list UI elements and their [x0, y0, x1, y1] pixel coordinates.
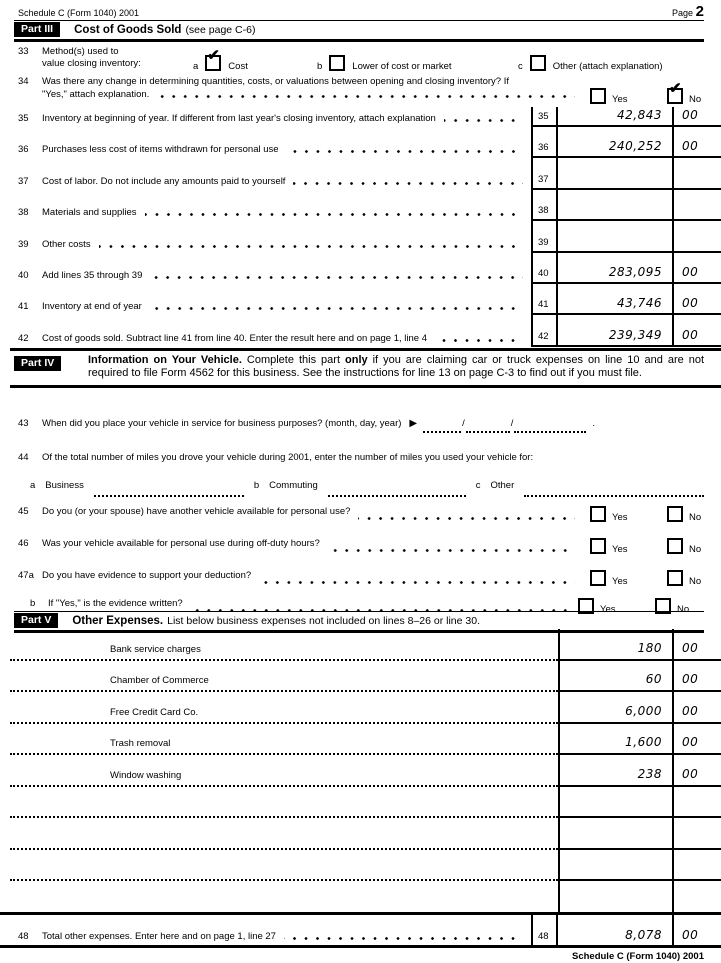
- option-cost: a ✔ Cost: [193, 47, 248, 72]
- table-row-37: 37 Cost of labor. Do not include any amounts paid to yourself 37: [18, 158, 721, 189]
- expense-row: [10, 629, 721, 661]
- expense-row: [10, 818, 721, 850]
- dot-leader: [435, 339, 523, 342]
- amount-cell[interactable]: 60: [558, 661, 672, 693]
- line-number-box: 35: [531, 107, 558, 127]
- line-47a-no: No: [667, 570, 701, 587]
- cents-cell[interactable]: 00: [672, 629, 721, 661]
- line-46: 46 Was your vehicle available for personal use during off-duty hours? Yes No: [18, 538, 702, 555]
- amount-cell[interactable]: [558, 221, 672, 252]
- amount-cell[interactable]: 42,843: [558, 107, 672, 127]
- part-iv-tag: Part IV: [14, 356, 61, 371]
- part-iii-header: [14, 20, 704, 42]
- line-43: 43 When did you place your vehicle in service for business purposes? (month, day, year) ▶ / / .: [18, 418, 704, 434]
- other-miles-field[interactable]: [524, 487, 704, 497]
- option-lower-of-cost: b Lower of cost or market: [317, 55, 452, 72]
- cents-cell[interactable]: [672, 190, 721, 221]
- yes-checkbox[interactable]: [590, 538, 606, 554]
- line-44-mileage-fields: a Business b Commuting c Other: [30, 480, 704, 497]
- dot-leader: [150, 276, 523, 279]
- dot-leader: [287, 150, 523, 153]
- expense-description[interactable]: [10, 850, 558, 882]
- cents-cell[interactable]: [672, 158, 721, 189]
- line-34-text-2: "Yes," attach explanation.: [42, 89, 583, 100]
- lower-of-cost-checkbox[interactable]: [329, 55, 345, 71]
- page-header: [18, 3, 704, 20]
- expense-row: [10, 724, 721, 756]
- cents-cell[interactable]: 00: [672, 107, 721, 127]
- line-45-yes: Yes: [590, 506, 628, 523]
- amount-cell[interactable]: [558, 881, 672, 913]
- check-icon: ✔: [207, 47, 220, 64]
- dot-leader: [444, 119, 523, 122]
- amount-cell[interactable]: 1,600: [558, 724, 672, 756]
- amount-cell[interactable]: 240,252: [558, 127, 672, 158]
- line-number-box: 40: [531, 253, 558, 284]
- line-47b: b If "Yes," is the evidence written? Yes No: [30, 598, 690, 615]
- line-34-text: Was there any change in determining quantities, costs, or valuations between opening and closing inventory? If: [42, 76, 510, 87]
- cents-cell[interactable]: [672, 818, 721, 850]
- amount-cell[interactable]: [558, 190, 672, 221]
- cents-cell[interactable]: 00: [672, 724, 721, 756]
- line-number-box: 36: [531, 127, 558, 158]
- line-47b-yes: Yes: [578, 598, 616, 615]
- dot-leader: [358, 517, 575, 520]
- line-number: 34: [18, 76, 29, 87]
- expense-description[interactable]: [10, 881, 558, 913]
- cents-cell[interactable]: 00: [672, 661, 721, 693]
- part-iv-description: Information on Your Vehicle. Complete this part only if you are claiming car or truck expenses on line 10 and are not required to file Form 4562 for this business. See the instructions for line 13 on page C-3 to find out if you must file.: [88, 354, 704, 380]
- amount-cell[interactable]: 8,078: [625, 928, 662, 942]
- dot-leader: [150, 307, 523, 310]
- amount-cell[interactable]: [558, 850, 672, 882]
- expense-row: [10, 787, 721, 819]
- line-number-box: 41: [531, 284, 558, 315]
- expense-description[interactable]: Window washing: [10, 755, 558, 787]
- amount-cell[interactable]: 239,349: [558, 315, 672, 346]
- no-checkbox[interactable]: [667, 506, 683, 522]
- line-number-box: 48: [531, 915, 558, 945]
- expense-row: [10, 692, 721, 724]
- line-47a: 47a Do you have evidence to support your deduction? Yes No: [18, 570, 702, 587]
- page-footer: Schedule C (Form 1040) 2001: [572, 951, 704, 962]
- yes-checkbox[interactable]: [590, 88, 606, 104]
- cents-cell[interactable]: 00: [672, 315, 721, 346]
- amount-cell[interactable]: 180: [558, 629, 672, 661]
- no-checkbox[interactable]: [667, 538, 683, 554]
- line-44: 44 Of the total number of miles you drove your vehicle during 2001, enter the number of miles you used your vehicle for:: [18, 452, 534, 463]
- option-other: c Other (attach explanation): [518, 55, 663, 72]
- other-expenses-table: [10, 629, 721, 913]
- expense-description[interactable]: [10, 818, 558, 850]
- line-34: [18, 76, 704, 105]
- cents-cell[interactable]: 00: [672, 127, 721, 158]
- dot-leader: [293, 182, 523, 185]
- part-iv-header: [10, 348, 721, 388]
- part-v-subtitle: List below business expenses not included on lines 8–26 or line 30.: [167, 614, 480, 627]
- cents-cell[interactable]: [672, 221, 721, 252]
- commuting-miles-field[interactable]: [328, 487, 466, 497]
- page-number: Page 2: [671, 3, 704, 20]
- business-miles-field[interactable]: [94, 487, 244, 497]
- part-v-tag: Part V: [14, 613, 58, 628]
- table-row-48: 48 Total other expenses. Enter here and on page 1, line 27 48 8,078 00: [0, 915, 721, 945]
- table-row-35: 35 Inventory at beginning of year. If different from last year's closing inventory, attach explanation 35 42,843 00: [18, 107, 721, 127]
- yes-checkbox[interactable]: [590, 570, 606, 586]
- check-icon: ✔: [669, 80, 682, 97]
- part-iii-subtitle: (see page C-6): [185, 23, 256, 36]
- amount-cell[interactable]: [558, 818, 672, 850]
- line-33: [18, 46, 704, 76]
- form-id-text: Schedule C (Form 1040) 2001: [18, 8, 140, 18]
- line-48-total: [0, 912, 721, 948]
- line-47b-no: No: [655, 598, 689, 615]
- line-number: 33: [18, 46, 29, 57]
- expense-description[interactable]: Chamber of Commerce: [10, 661, 558, 693]
- amount-cell[interactable]: [558, 787, 672, 819]
- no-checkbox[interactable]: [667, 570, 683, 586]
- cents-cell[interactable]: 00: [672, 692, 721, 724]
- line-45: 45 Do you (or your spouse) have another vehicle available for personal use? Yes No: [18, 506, 702, 523]
- table-row-40: 40 Add lines 35 through 39 40 283,095 00: [18, 253, 721, 284]
- table-row-36: 36 Purchases less cost of items withdrawn for personal use 36 240,252 00: [18, 127, 721, 158]
- expense-row: [10, 881, 721, 913]
- table-row-42: 42 Cost of goods sold. Subtract line 41 from line 40. Enter the result here and on page 1, line 4 42 239,349 00: [18, 315, 721, 346]
- no-checkbox[interactable]: [667, 80, 683, 104]
- table-row-39: 39 Other costs 39: [18, 221, 721, 252]
- line-45-no: No: [667, 506, 701, 523]
- cents-cell[interactable]: [672, 881, 721, 913]
- expense-row: [10, 850, 721, 882]
- line-number-box: 38: [531, 190, 558, 221]
- amount-cell[interactable]: 43,746: [558, 284, 672, 315]
- cents-cell[interactable]: 00: [672, 253, 721, 284]
- line-46-yes: Yes: [590, 538, 628, 555]
- line-34-yes: Yes: [590, 88, 628, 105]
- amount-cell[interactable]: 283,095: [558, 253, 672, 284]
- dot-leader: [99, 245, 523, 248]
- dot-leader: [328, 549, 575, 552]
- line-number-box: 37: [531, 158, 558, 189]
- yes-checkbox[interactable]: [590, 506, 606, 522]
- part-iii-title: Cost of Goods Sold: [74, 23, 182, 36]
- line-number-box: 42: [531, 315, 558, 346]
- cents-cell[interactable]: [672, 850, 721, 882]
- expense-description[interactable]: Free Credit Card Co.: [10, 692, 558, 724]
- dot-leader: [157, 95, 575, 98]
- expense-description[interactable]: Trash removal: [10, 724, 558, 756]
- expense-description[interactable]: Bank service charges: [10, 629, 558, 661]
- expense-row: [10, 755, 721, 787]
- dot-leader: [259, 581, 575, 584]
- cents-cell[interactable]: 00: [672, 915, 721, 945]
- table-row-38: 38 Materials and supplies 38: [18, 190, 721, 221]
- dot-leader: [284, 937, 523, 940]
- table-row-41: 41 Inventory at end of year 41 43,746 00: [18, 284, 721, 315]
- line-33-label: Method(s) used to value closing inventory:: [42, 46, 141, 69]
- date-year-field[interactable]: [514, 423, 586, 433]
- line-47a-yes: Yes: [590, 570, 628, 587]
- amount-cell[interactable]: [558, 158, 672, 189]
- cost-checkbox[interactable]: [205, 47, 221, 71]
- dot-leader: [145, 213, 523, 216]
- other-checkbox[interactable]: [530, 55, 546, 71]
- date-day-field[interactable]: [466, 423, 510, 433]
- line-number-box: 39: [531, 221, 558, 252]
- cents-cell[interactable]: 00: [672, 755, 721, 787]
- expense-description[interactable]: [10, 787, 558, 819]
- amount-cell[interactable]: 238: [558, 755, 672, 787]
- cost-of-goods-table: [18, 107, 721, 347]
- cents-cell[interactable]: 00: [672, 284, 721, 315]
- part-iii-tag: Part III: [14, 22, 60, 37]
- right-arrow-icon: ▶: [409, 418, 418, 429]
- part-v-title: Other Expenses.: [72, 614, 164, 627]
- line-34-no: ✔ No: [669, 80, 702, 105]
- cents-cell[interactable]: [672, 787, 721, 819]
- line-46-no: No: [667, 538, 701, 555]
- amount-cell[interactable]: 6,000: [558, 692, 672, 724]
- date-month-field[interactable]: [423, 423, 461, 433]
- expense-row: [10, 661, 721, 693]
